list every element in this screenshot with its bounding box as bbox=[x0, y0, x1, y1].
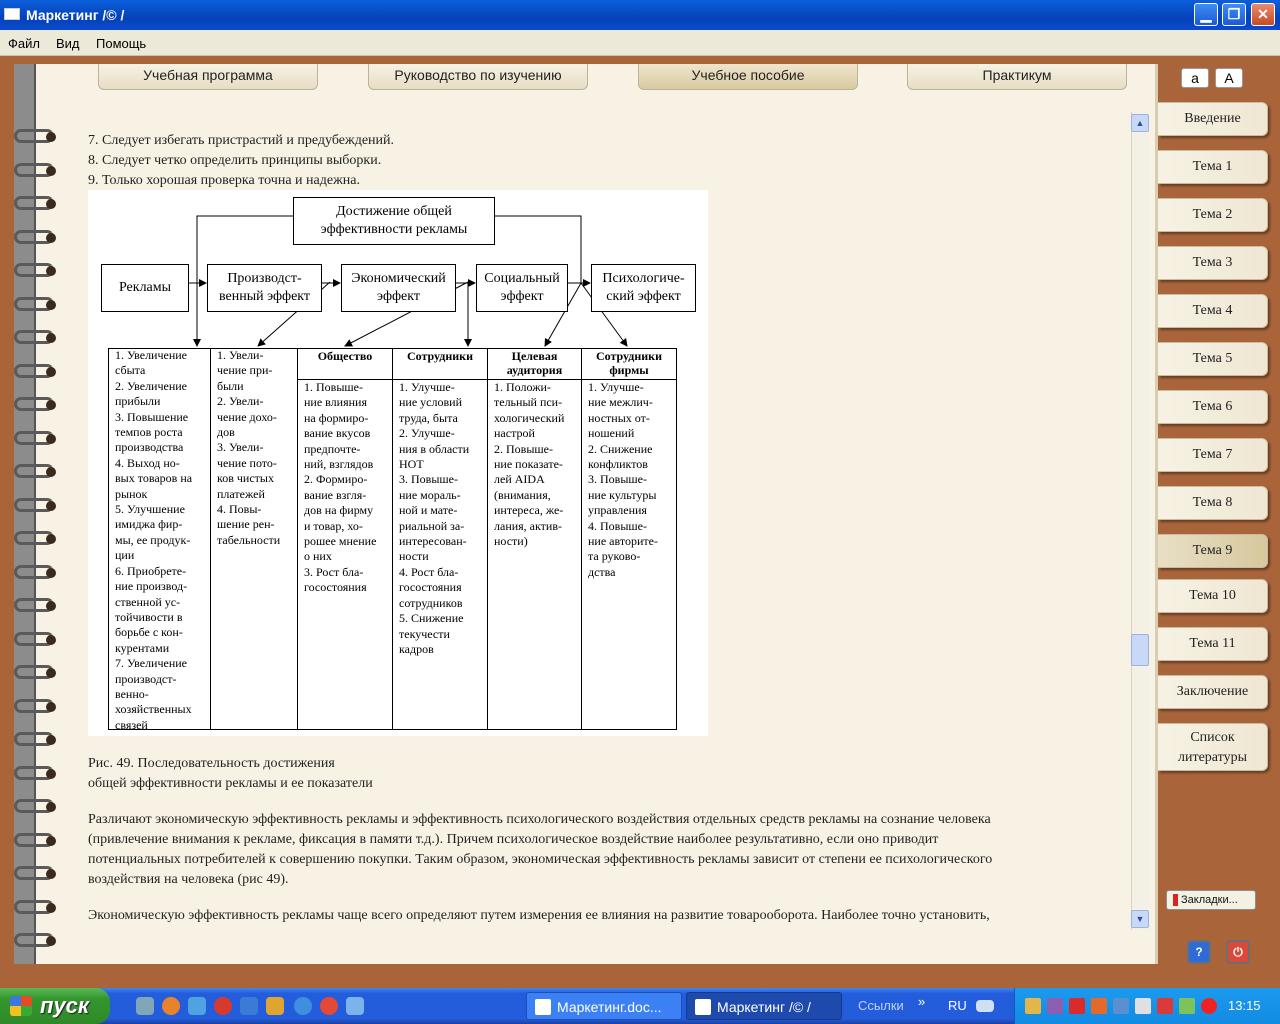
side-tab-topic-1[interactable]: Тема 1 bbox=[1158, 150, 1268, 184]
tab-syllabus[interactable]: Учебная программа bbox=[98, 64, 318, 90]
paragraph-line: Различают экономическую эффективность рекламы и эффективность психологического воздействия отдельных средств рекламы на сознание человека bbox=[88, 812, 991, 827]
language-indicator[interactable]: RU bbox=[948, 998, 967, 1013]
binding-ring bbox=[14, 897, 62, 919]
taskbar-item-word[interactable] bbox=[526, 992, 682, 1020]
quicklaunch-ie-icon[interactable] bbox=[294, 997, 312, 1015]
binding-ring bbox=[14, 126, 62, 148]
tray-yandex-icon[interactable] bbox=[1201, 998, 1217, 1014]
binding-ring bbox=[14, 595, 62, 617]
binding-ring bbox=[14, 495, 62, 517]
side-tab-conclusion[interactable]: Заключение bbox=[1158, 675, 1268, 709]
paragraph-line: Экономическую эффективность рекламы чаще всего определяют путем измерения ее влияния на развитие товарооборота. Наиболее точно установить, bbox=[88, 908, 990, 923]
column-header-company-staff: Сотрудники фирмы bbox=[595, 349, 663, 377]
column-text-audience: 1. Положи- тельный пси- хологический настрой 2. Повыше- ние показате- лей AIDA (внимания, интереса, же- лания, актив- ности) bbox=[494, 380, 565, 549]
taskbar bbox=[0, 988, 1280, 1024]
paragraph-line: потенциальных потребителей к совершению покупки. Таким образом, экономическая эффективность рекламы зависит от степени ее психологического bbox=[88, 852, 993, 867]
window-title: Маркетинг /© / bbox=[26, 7, 125, 23]
start-label: пуск bbox=[40, 993, 90, 1018]
binding-ring bbox=[14, 227, 62, 249]
binding-ring bbox=[14, 830, 62, 852]
tray-icon[interactable] bbox=[1179, 998, 1195, 1014]
quicklaunch-network-icon[interactable] bbox=[188, 997, 206, 1015]
binding-ring bbox=[14, 528, 62, 550]
links-toolbar-label[interactable]: Ссылки bbox=[858, 998, 904, 1013]
binding-ring bbox=[14, 696, 62, 718]
tab-textbook[interactable]: Учебное пособие bbox=[638, 64, 858, 90]
binding-ring bbox=[14, 562, 62, 584]
menu-view[interactable]: Вид bbox=[56, 36, 80, 51]
side-tab-topic-7[interactable]: Тема 7 bbox=[1158, 438, 1268, 472]
taskbar-item-label: Маркетинг /© / bbox=[717, 999, 811, 1015]
tray-volume-icon[interactable] bbox=[1091, 998, 1107, 1014]
binding-ring bbox=[14, 260, 62, 282]
scroll-up-button[interactable]: ▲ bbox=[1131, 114, 1149, 132]
column-header-society: Общество bbox=[317, 349, 373, 363]
column-text-economic: 1. Увели- чение при- были 2. Увели- чение дохо- дов 3. Увели- чение пото- ков чистых платежей 4. Повы- шение рен- табельности bbox=[217, 348, 281, 547]
menu-bar bbox=[0, 30, 1280, 56]
tray-icon[interactable] bbox=[1135, 998, 1151, 1014]
table-divider bbox=[297, 348, 298, 730]
help-icon[interactable]: ? bbox=[1187, 940, 1211, 964]
binding-ring bbox=[14, 763, 62, 785]
font-small-button[interactable]: a bbox=[1181, 68, 1209, 88]
side-tab-topic-6[interactable]: Тема 6 bbox=[1158, 390, 1268, 424]
side-tab-intro[interactable]: Введение bbox=[1158, 102, 1268, 136]
tab-study-guide[interactable]: Руководство по изучению bbox=[368, 64, 588, 90]
clock: 13:15 bbox=[1228, 998, 1261, 1013]
figure-caption: общей эффективности рекламы и ее показатели bbox=[88, 776, 373, 791]
taskbar-item-marketing[interactable] bbox=[686, 992, 842, 1020]
bookmarks-label: Закладки... bbox=[1181, 894, 1238, 906]
advertising-box: Рекламы bbox=[101, 264, 189, 312]
minimize-button[interactable]: ▁ bbox=[1194, 3, 1218, 26]
binding-ring bbox=[14, 428, 62, 450]
side-tab-topic-11[interactable]: Тема 11 bbox=[1158, 627, 1268, 661]
app-icon bbox=[4, 8, 20, 20]
quicklaunch-firefox-icon[interactable] bbox=[162, 997, 180, 1015]
figure-caption: Рис. 49. Последовательность достижения bbox=[88, 756, 335, 771]
bookmarks-button[interactable] bbox=[1166, 890, 1256, 910]
column-header-target-audience: Целевая аудитория bbox=[506, 349, 563, 377]
scroll-down-button[interactable]: ▼ bbox=[1131, 910, 1149, 928]
column-text-employees: 1. Улучше- ние условий труда, быта 2. Улучше- ния в области НОТ 3. Повыше- ние мораль- ной и мате- риальной за- интересован- ности 4. Рост бла- госостояния сотрудников 5. Снижение текучести кадров bbox=[399, 380, 470, 656]
table-divider bbox=[210, 348, 211, 730]
economic-effect-box: Экономический эффект bbox=[341, 264, 456, 312]
tray-antivirus-icon[interactable] bbox=[1069, 998, 1085, 1014]
tab-practicum[interactable]: Практикум bbox=[907, 64, 1127, 90]
quicklaunch-desktop-icon[interactable] bbox=[136, 997, 154, 1015]
binding-ring bbox=[14, 394, 62, 416]
binding-ring bbox=[14, 160, 62, 182]
side-tab-topic-8[interactable]: Тема 8 bbox=[1158, 486, 1268, 520]
binding-ring bbox=[14, 327, 62, 349]
tray-icon[interactable] bbox=[1157, 998, 1173, 1014]
side-tab-topic-9[interactable]: Тема 9 bbox=[1158, 534, 1268, 568]
bookmark-icon bbox=[1173, 894, 1178, 906]
column-header-employees: Сотрудники bbox=[406, 349, 474, 363]
quicklaunch-explorer-icon[interactable] bbox=[346, 997, 364, 1015]
column-text-production: 1. Увеличение сбыта 2. Увеличение прибыли 3. Повышение темпов роста производства 4. Выход но- вых товаров на рынок 5. Улучшение имиджа фир- мы, ее продук- ции 6. Приобрете- ние производ- ственной ус- тойчивости в борьбе с кон- курентами 7. Увеличение производст- венно- хозяйственных связей bbox=[115, 348, 193, 732]
side-tab-topic-10[interactable]: Тема 10 bbox=[1158, 579, 1268, 613]
binding-ring bbox=[14, 193, 62, 215]
binding-ring bbox=[14, 461, 62, 483]
app-window-icon bbox=[695, 999, 711, 1015]
side-tab-references[interactable]: Список литературы bbox=[1158, 723, 1268, 771]
text-line: 9. Только хорошая проверка точна и надежна. bbox=[88, 173, 360, 188]
production-effect-box: Производст- венный эффект bbox=[207, 264, 322, 312]
column-text-society: 1. Повыше- ние влияния на формиро- вание вкусов предпочте- ний, взглядов 2. Формиро- вание взгля- дов на фирму и товар, хо- рошее мнение о них 3. Рост бла- госостояния bbox=[304, 380, 377, 595]
menu-file[interactable]: Файл bbox=[8, 36, 40, 51]
quicklaunch-app-icon[interactable] bbox=[214, 997, 232, 1015]
links-chevron-icon[interactable]: » bbox=[918, 994, 926, 1009]
text-line: 7. Следует избегать пристрастий и предубеждений. bbox=[88, 133, 395, 148]
menu-help[interactable]: Помощь bbox=[96, 36, 147, 51]
social-effect-box: Социальный эффект bbox=[476, 264, 568, 312]
close-button[interactable]: ✕ bbox=[1251, 3, 1275, 26]
title-bar[interactable] bbox=[0, 0, 1280, 30]
binding-ring bbox=[14, 629, 62, 651]
binding-ring bbox=[14, 729, 62, 751]
binding-ring bbox=[14, 662, 62, 684]
binding-ring bbox=[14, 930, 62, 952]
text-line: 8. Следует четко определить принципы выборки. bbox=[88, 153, 382, 168]
keyboard-icon[interactable] bbox=[976, 1000, 994, 1012]
side-tab-topic-5[interactable]: Тема 5 bbox=[1158, 342, 1268, 376]
font-large-button[interactable]: A bbox=[1215, 68, 1243, 88]
binding-ring bbox=[14, 294, 62, 316]
binding-ring bbox=[14, 361, 62, 383]
binding-ring bbox=[14, 863, 62, 885]
quicklaunch-opera-icon[interactable] bbox=[320, 997, 338, 1015]
side-tab-topic-3[interactable]: Тема 3 bbox=[1158, 246, 1268, 280]
tray-icon[interactable] bbox=[1025, 998, 1041, 1014]
psychological-effect-box: Психологиче- ский эффект bbox=[591, 264, 696, 312]
quicklaunch-messenger-icon[interactable] bbox=[240, 997, 258, 1015]
side-tab-topic-2[interactable]: Тема 2 bbox=[1158, 198, 1268, 232]
maximize-button[interactable]: ❐ bbox=[1222, 3, 1246, 26]
paragraph-line: воздействия на человека (рис 49). bbox=[88, 872, 289, 887]
tray-network-icon[interactable] bbox=[1113, 998, 1129, 1014]
paragraph-line: (привлечение внимания к рекламе, фиксация в памяти т.д.). Причем психологическое воздействие наиболее результативно, если оно приводит bbox=[88, 832, 939, 847]
exit-icon[interactable]: ⏻ bbox=[1226, 940, 1250, 964]
quicklaunch-tool-icon[interactable] bbox=[266, 997, 284, 1015]
vertical-scrollbar[interactable] bbox=[1131, 112, 1149, 930]
binding-ring bbox=[14, 796, 62, 818]
scroll-thumb[interactable] bbox=[1131, 634, 1149, 666]
start-button[interactable] bbox=[0, 988, 110, 1024]
word-document-icon bbox=[535, 999, 551, 1015]
tray-icon[interactable] bbox=[1047, 998, 1063, 1014]
side-tab-topic-4[interactable]: Тема 4 bbox=[1158, 294, 1268, 328]
column-text-company-staff: 1. Улучше- ние межлич- ностных от- ношений 2. Снижение конфликтов 3. Повыше- ние культуры управления 4. Повыше- ние авторите- та руково- дства bbox=[588, 380, 658, 579]
windows-logo-icon bbox=[10, 996, 32, 1016]
overall-effectiveness-box: Достижение общей эффективности рекламы bbox=[293, 197, 495, 245]
taskbar-item-label: Маркетинг.doc... bbox=[557, 999, 662, 1015]
